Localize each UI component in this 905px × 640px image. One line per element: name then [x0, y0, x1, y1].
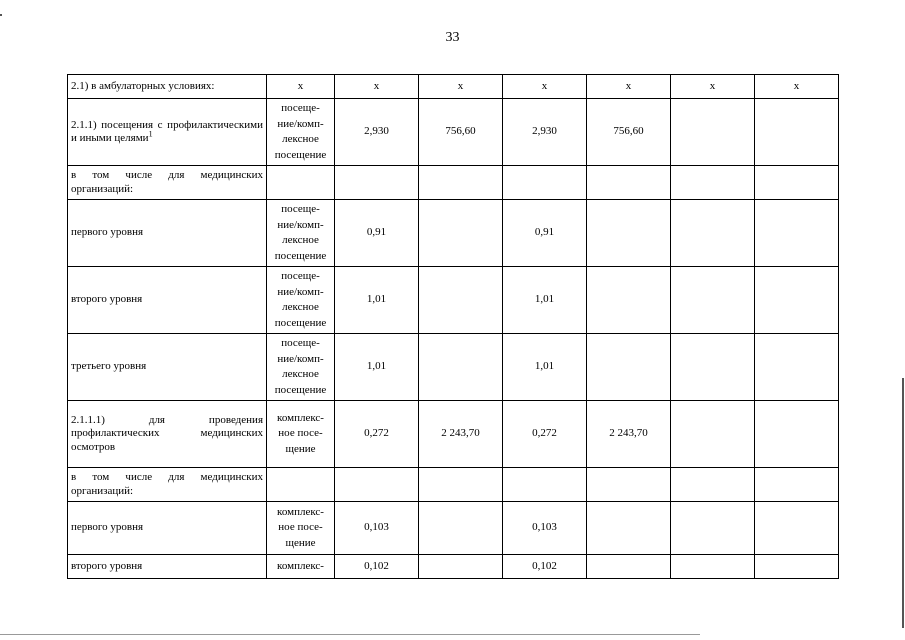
- table-cell: х: [587, 75, 671, 99]
- table-cell: 2 243,70: [587, 401, 671, 468]
- row-label: [68, 99, 267, 166]
- table-cell: х: [267, 75, 335, 99]
- table-cell: х: [419, 75, 503, 99]
- table-row: [68, 468, 839, 502]
- table-row: [68, 75, 839, 99]
- table-cell: [419, 334, 503, 401]
- table-cell: [671, 99, 755, 166]
- table-cell: 0,272: [335, 401, 419, 468]
- table-cell: 1,01: [335, 334, 419, 401]
- scan-edge-line: [902, 378, 904, 628]
- unit-cell: [267, 468, 335, 502]
- row-label: первого уровня: [68, 200, 267, 267]
- table-cell: 0,91: [503, 200, 587, 267]
- table-cell: [587, 200, 671, 267]
- normatives-table: [67, 74, 839, 579]
- table-cell: 0,102: [335, 555, 419, 579]
- table-cell: 756,60: [419, 99, 503, 166]
- table-cell: 0,102: [503, 555, 587, 579]
- table-cell: [755, 99, 839, 166]
- row-label: 2.1) в амбулаторных условиях:: [68, 75, 267, 99]
- table-cell: [419, 502, 503, 555]
- table-row: [68, 267, 839, 334]
- unit-cell: посеще- ние/комп- лексное посещение: [267, 267, 335, 334]
- table-cell: 1,01: [335, 267, 419, 334]
- table-cell: 0,103: [335, 502, 419, 555]
- table-cell: [419, 555, 503, 579]
- table-row: [68, 502, 839, 555]
- table-cell: [755, 401, 839, 468]
- row-label: 2.1.1.1) для проведения профилактических медицинских осмотров: [68, 401, 267, 468]
- table-cell: [587, 502, 671, 555]
- table-cell: [503, 166, 587, 200]
- table-cell: [587, 555, 671, 579]
- row-label: третьего уровня: [68, 334, 267, 401]
- table-cell: [755, 468, 839, 502]
- table-cell: [671, 267, 755, 334]
- page-number: 33: [445, 30, 460, 45]
- row-label: первого уровня: [68, 502, 267, 555]
- table-cell: 1,01: [503, 267, 587, 334]
- unit-cell: посеще- ние/комп- лексное посещение: [267, 334, 335, 401]
- table-cell: 2,930: [503, 99, 587, 166]
- table-cell: 2,930: [335, 99, 419, 166]
- table-cell: [587, 468, 671, 502]
- row-label: в том числе для медицинских организаций:: [68, 468, 267, 502]
- table-cell: 1,01: [503, 334, 587, 401]
- unit-cell: посеще- ние/комп- лексное посещение: [267, 200, 335, 267]
- table-row: [68, 166, 839, 200]
- table-cell: [755, 555, 839, 579]
- unit-cell: комплекс- ное посе- щение: [267, 401, 335, 468]
- table-cell: [587, 166, 671, 200]
- footnote-mark: 1: [148, 129, 153, 139]
- table-cell: [335, 468, 419, 502]
- row-label: второго уровня: [68, 267, 267, 334]
- scan-bottom-line: [0, 634, 700, 635]
- table-cell: [671, 468, 755, 502]
- table-cell: х: [335, 75, 419, 99]
- table-cell: [755, 267, 839, 334]
- table-row: [68, 334, 839, 401]
- unit-cell: [267, 166, 335, 200]
- table-cell: [671, 502, 755, 555]
- unit-cell: посеще- ние/комп- лексное посещение: [267, 99, 335, 166]
- table-cell: х: [671, 75, 755, 99]
- table-row: [68, 555, 839, 579]
- table-row: [68, 99, 839, 166]
- table-row: [68, 200, 839, 267]
- table-cell: [419, 166, 503, 200]
- row-label: второго уровня: [68, 555, 267, 579]
- table-cell: [587, 334, 671, 401]
- row-label-text: 2.1.1) посещения с профилактическими и иными целями: [71, 118, 263, 144]
- row-label: в том числе для медицинских организаций:: [68, 166, 267, 200]
- table-cell: 0,91: [335, 200, 419, 267]
- table-cell: [755, 334, 839, 401]
- table-cell: [503, 468, 587, 502]
- table-cell: [335, 166, 419, 200]
- unit-cell: комплекс- ное посе- щение: [267, 502, 335, 555]
- table-cell: [419, 200, 503, 267]
- table-cell: [755, 166, 839, 200]
- table-cell: 0,272: [503, 401, 587, 468]
- table-cell: [587, 267, 671, 334]
- table-cell: 2 243,70: [419, 401, 503, 468]
- table-cell: х: [503, 75, 587, 99]
- table-cell: [419, 468, 503, 502]
- table-row: [68, 401, 839, 468]
- table-cell: 0,103: [503, 502, 587, 555]
- table-cell: [755, 502, 839, 555]
- table-cell: [671, 166, 755, 200]
- table-cell: [419, 267, 503, 334]
- scan-dot: [0, 14, 2, 16]
- table-cell: [671, 401, 755, 468]
- table-cell: [671, 334, 755, 401]
- table-cell: х: [755, 75, 839, 99]
- table-cell: 756,60: [587, 99, 671, 166]
- table-cell: [671, 555, 755, 579]
- table-cell: [671, 200, 755, 267]
- table-cell: [755, 200, 839, 267]
- unit-cell: комплекс-: [267, 555, 335, 579]
